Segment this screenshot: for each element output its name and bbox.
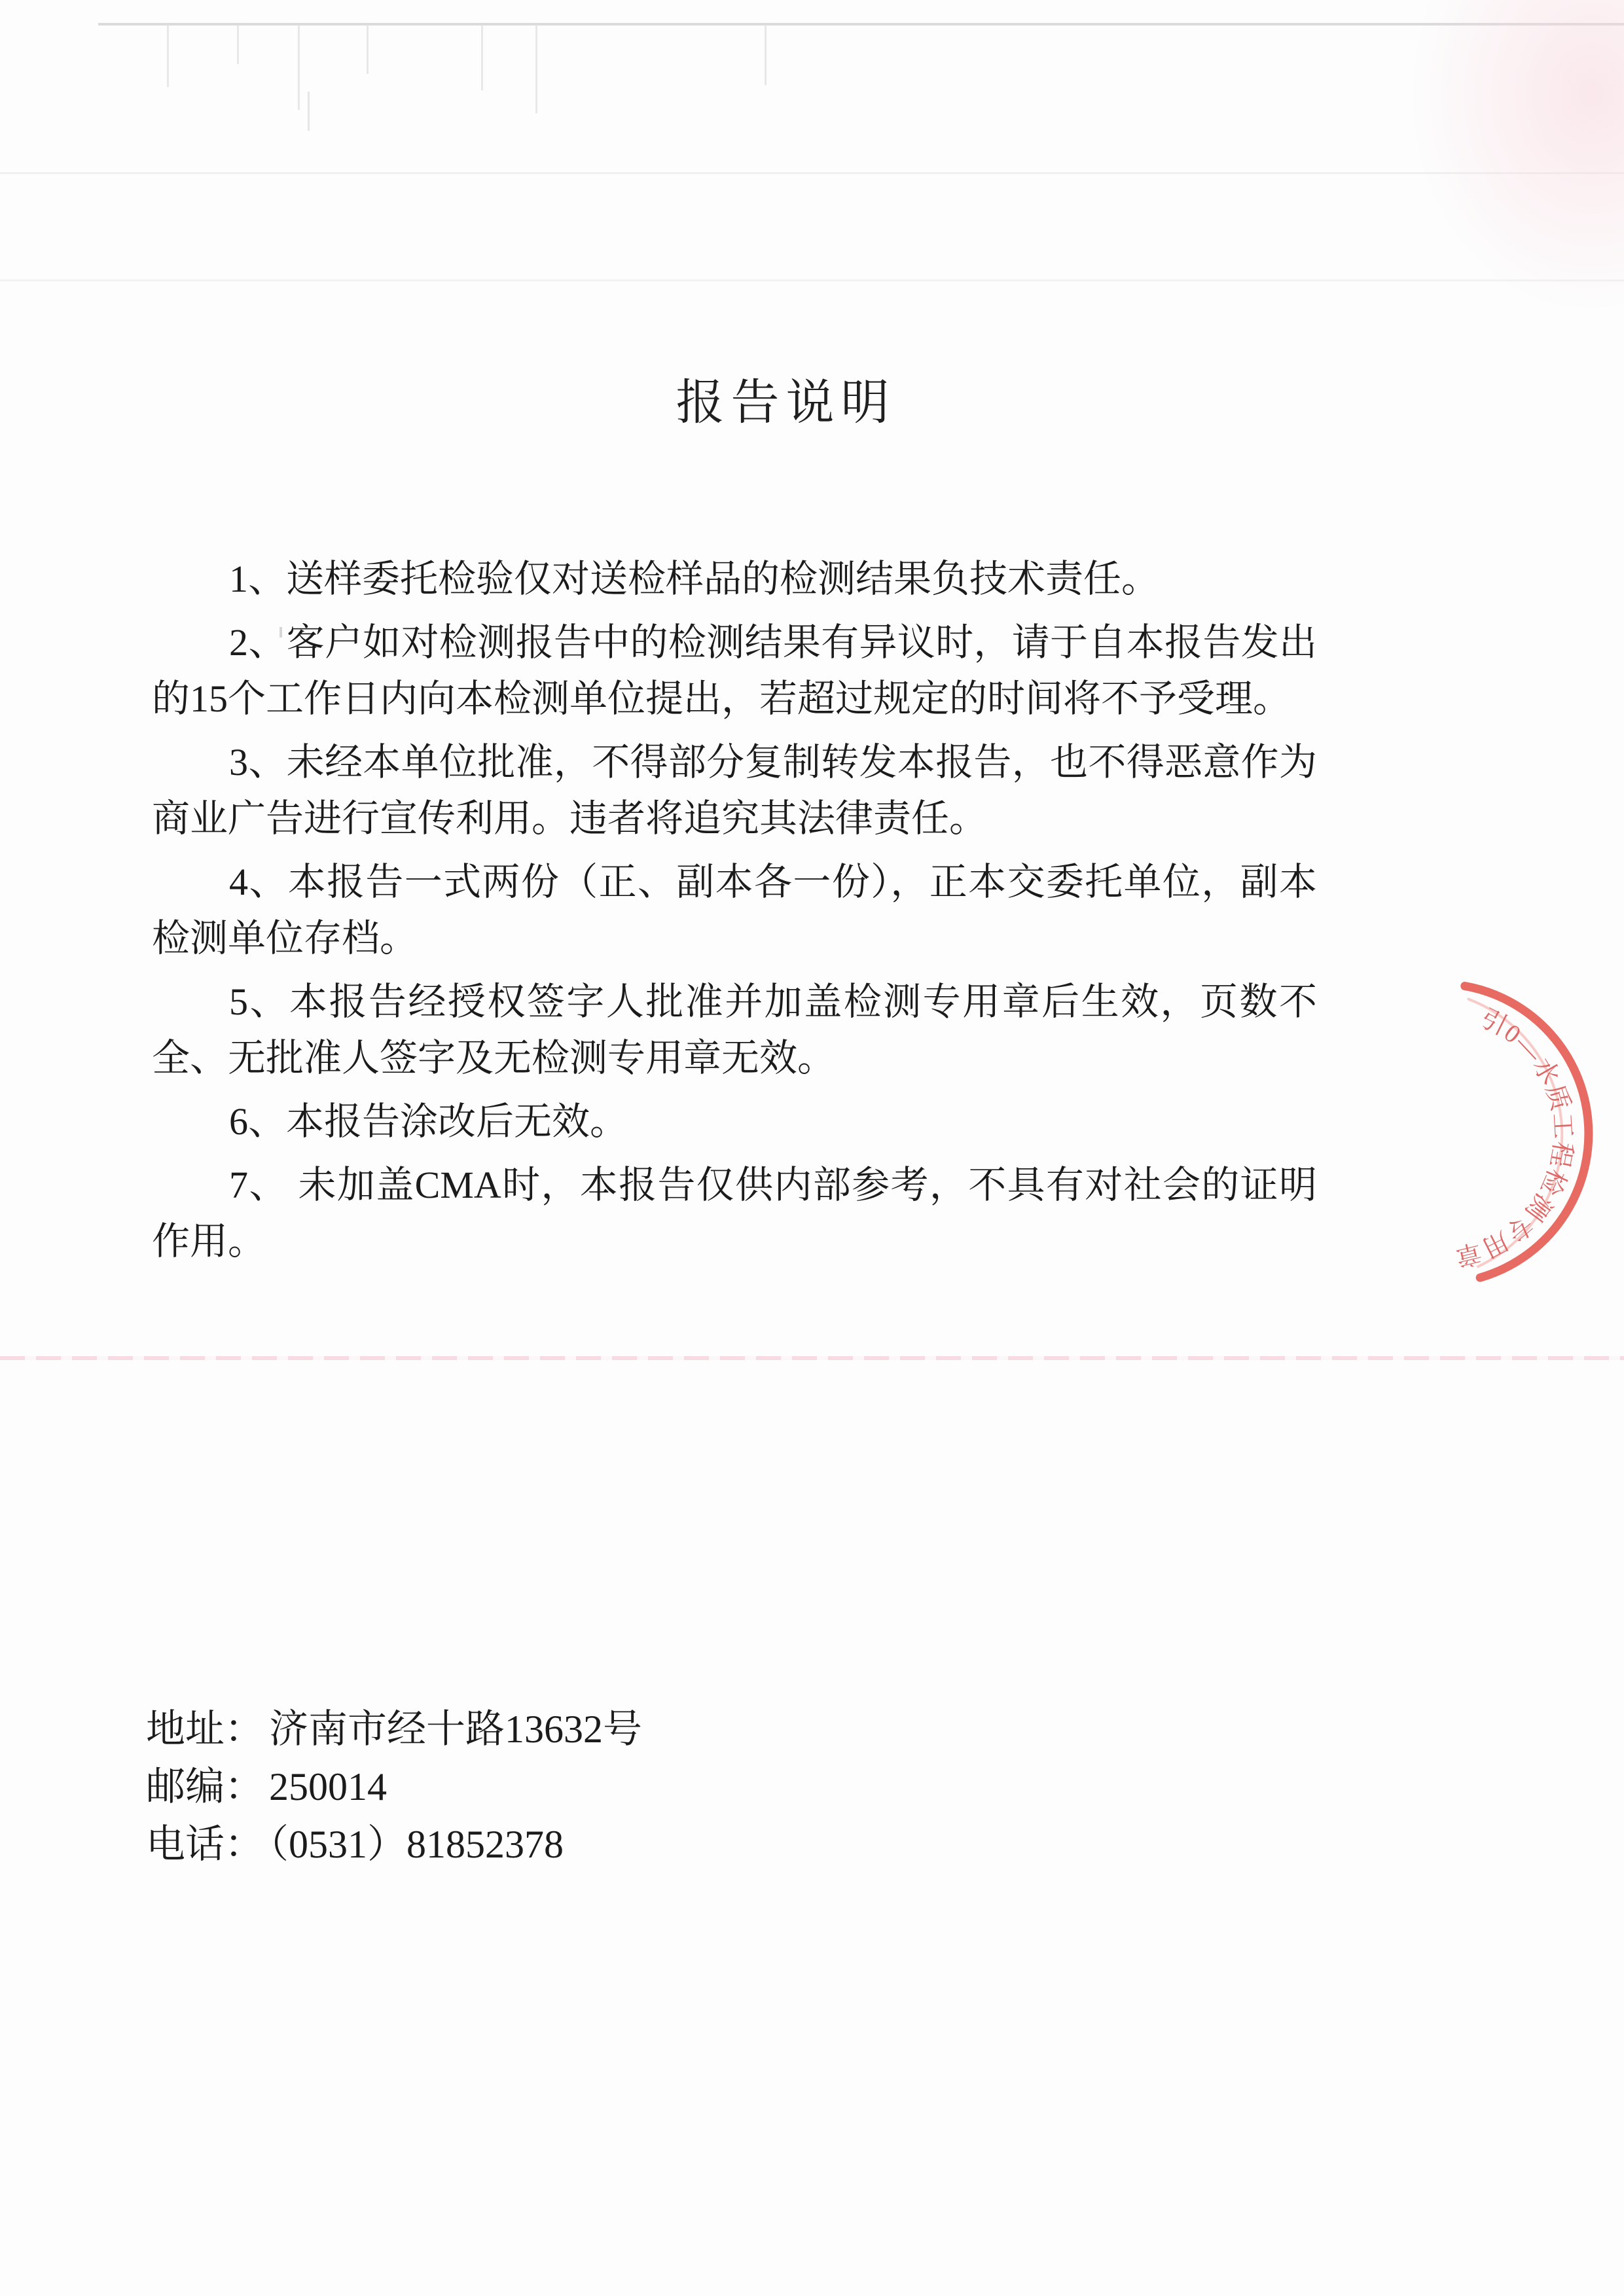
scan-artifact-line <box>0 279 1624 281</box>
scan-artifact-speck <box>308 92 310 131</box>
address-label: 地址： <box>146 1708 264 1751</box>
red-seal-stamp <box>1309 936 1624 1329</box>
note-item-2: 2、客户如对检测报告中的检测结果有异议时，请于自本报告发出的15个工作日内向本检测单位提出，若超过规定的时间将不予受理。 <box>152 621 1317 720</box>
phone-value: （0531）81852378 <box>269 1823 564 1866</box>
page-title: 报告说明 <box>676 376 896 430</box>
scan-artifact-streak <box>367 25 369 74</box>
seal-text: 引0—水质工程检测专用章 <box>1451 1004 1578 1271</box>
report-notes <box>152 551 1317 1277</box>
note-item-1: 1、送样委托检验仅对送检样品的检测结果负技术责任。 <box>229 558 1160 600</box>
phone-row <box>146 1816 642 1873</box>
postcode-label: 邮编： <box>146 1765 264 1808</box>
scan-artifact-streak <box>298 25 300 110</box>
postcode-row <box>146 1758 642 1816</box>
seal-ring-arc-inner <box>1469 999 1562 1267</box>
phone-label: 电话： <box>146 1823 264 1866</box>
postcode-value: 250014 <box>269 1765 387 1808</box>
scan-artifact-streak <box>481 25 483 90</box>
address-row <box>146 1700 642 1758</box>
scan-artifact-pink-blotch <box>1408 0 1624 314</box>
scan-artifact-streak <box>167 25 169 87</box>
scan-artifact-line <box>98 23 1624 26</box>
note-item-5: 5、本报告经授权签字人批准并加盖检测专用章后生效，页数不全、无批准人签字及无检测专用章无效。 <box>152 980 1317 1079</box>
contact-block <box>146 1700 642 1873</box>
scan-artifact-line <box>0 172 1624 174</box>
note-item-4: 4、本报告一式两份（正、副本各一份），正本交委托单位，副本检测单位存档。 <box>152 861 1317 960</box>
scan-artifact-streak <box>535 25 537 113</box>
scan-artifact-streak <box>765 25 767 85</box>
note-item-3: 3、未经本单位批准，不得部分复制转发本报告，也不得恶意作为商业广告进行宣传利用。违者将追究其法律责任。 <box>152 741 1317 840</box>
scan-artifact-pink-line <box>0 1356 1624 1360</box>
note-item-6: 6、本报告涂改后无效。 <box>229 1100 628 1143</box>
seal-ring-arc <box>1465 986 1589 1278</box>
scan-artifact-streak <box>237 25 239 64</box>
note-item-7: 7、 未加盖CMA时，本报告仅供内部参考，不具有对社会的证明作用。 <box>152 1164 1317 1263</box>
address-value: 济南市经十路13632号 <box>269 1708 642 1751</box>
